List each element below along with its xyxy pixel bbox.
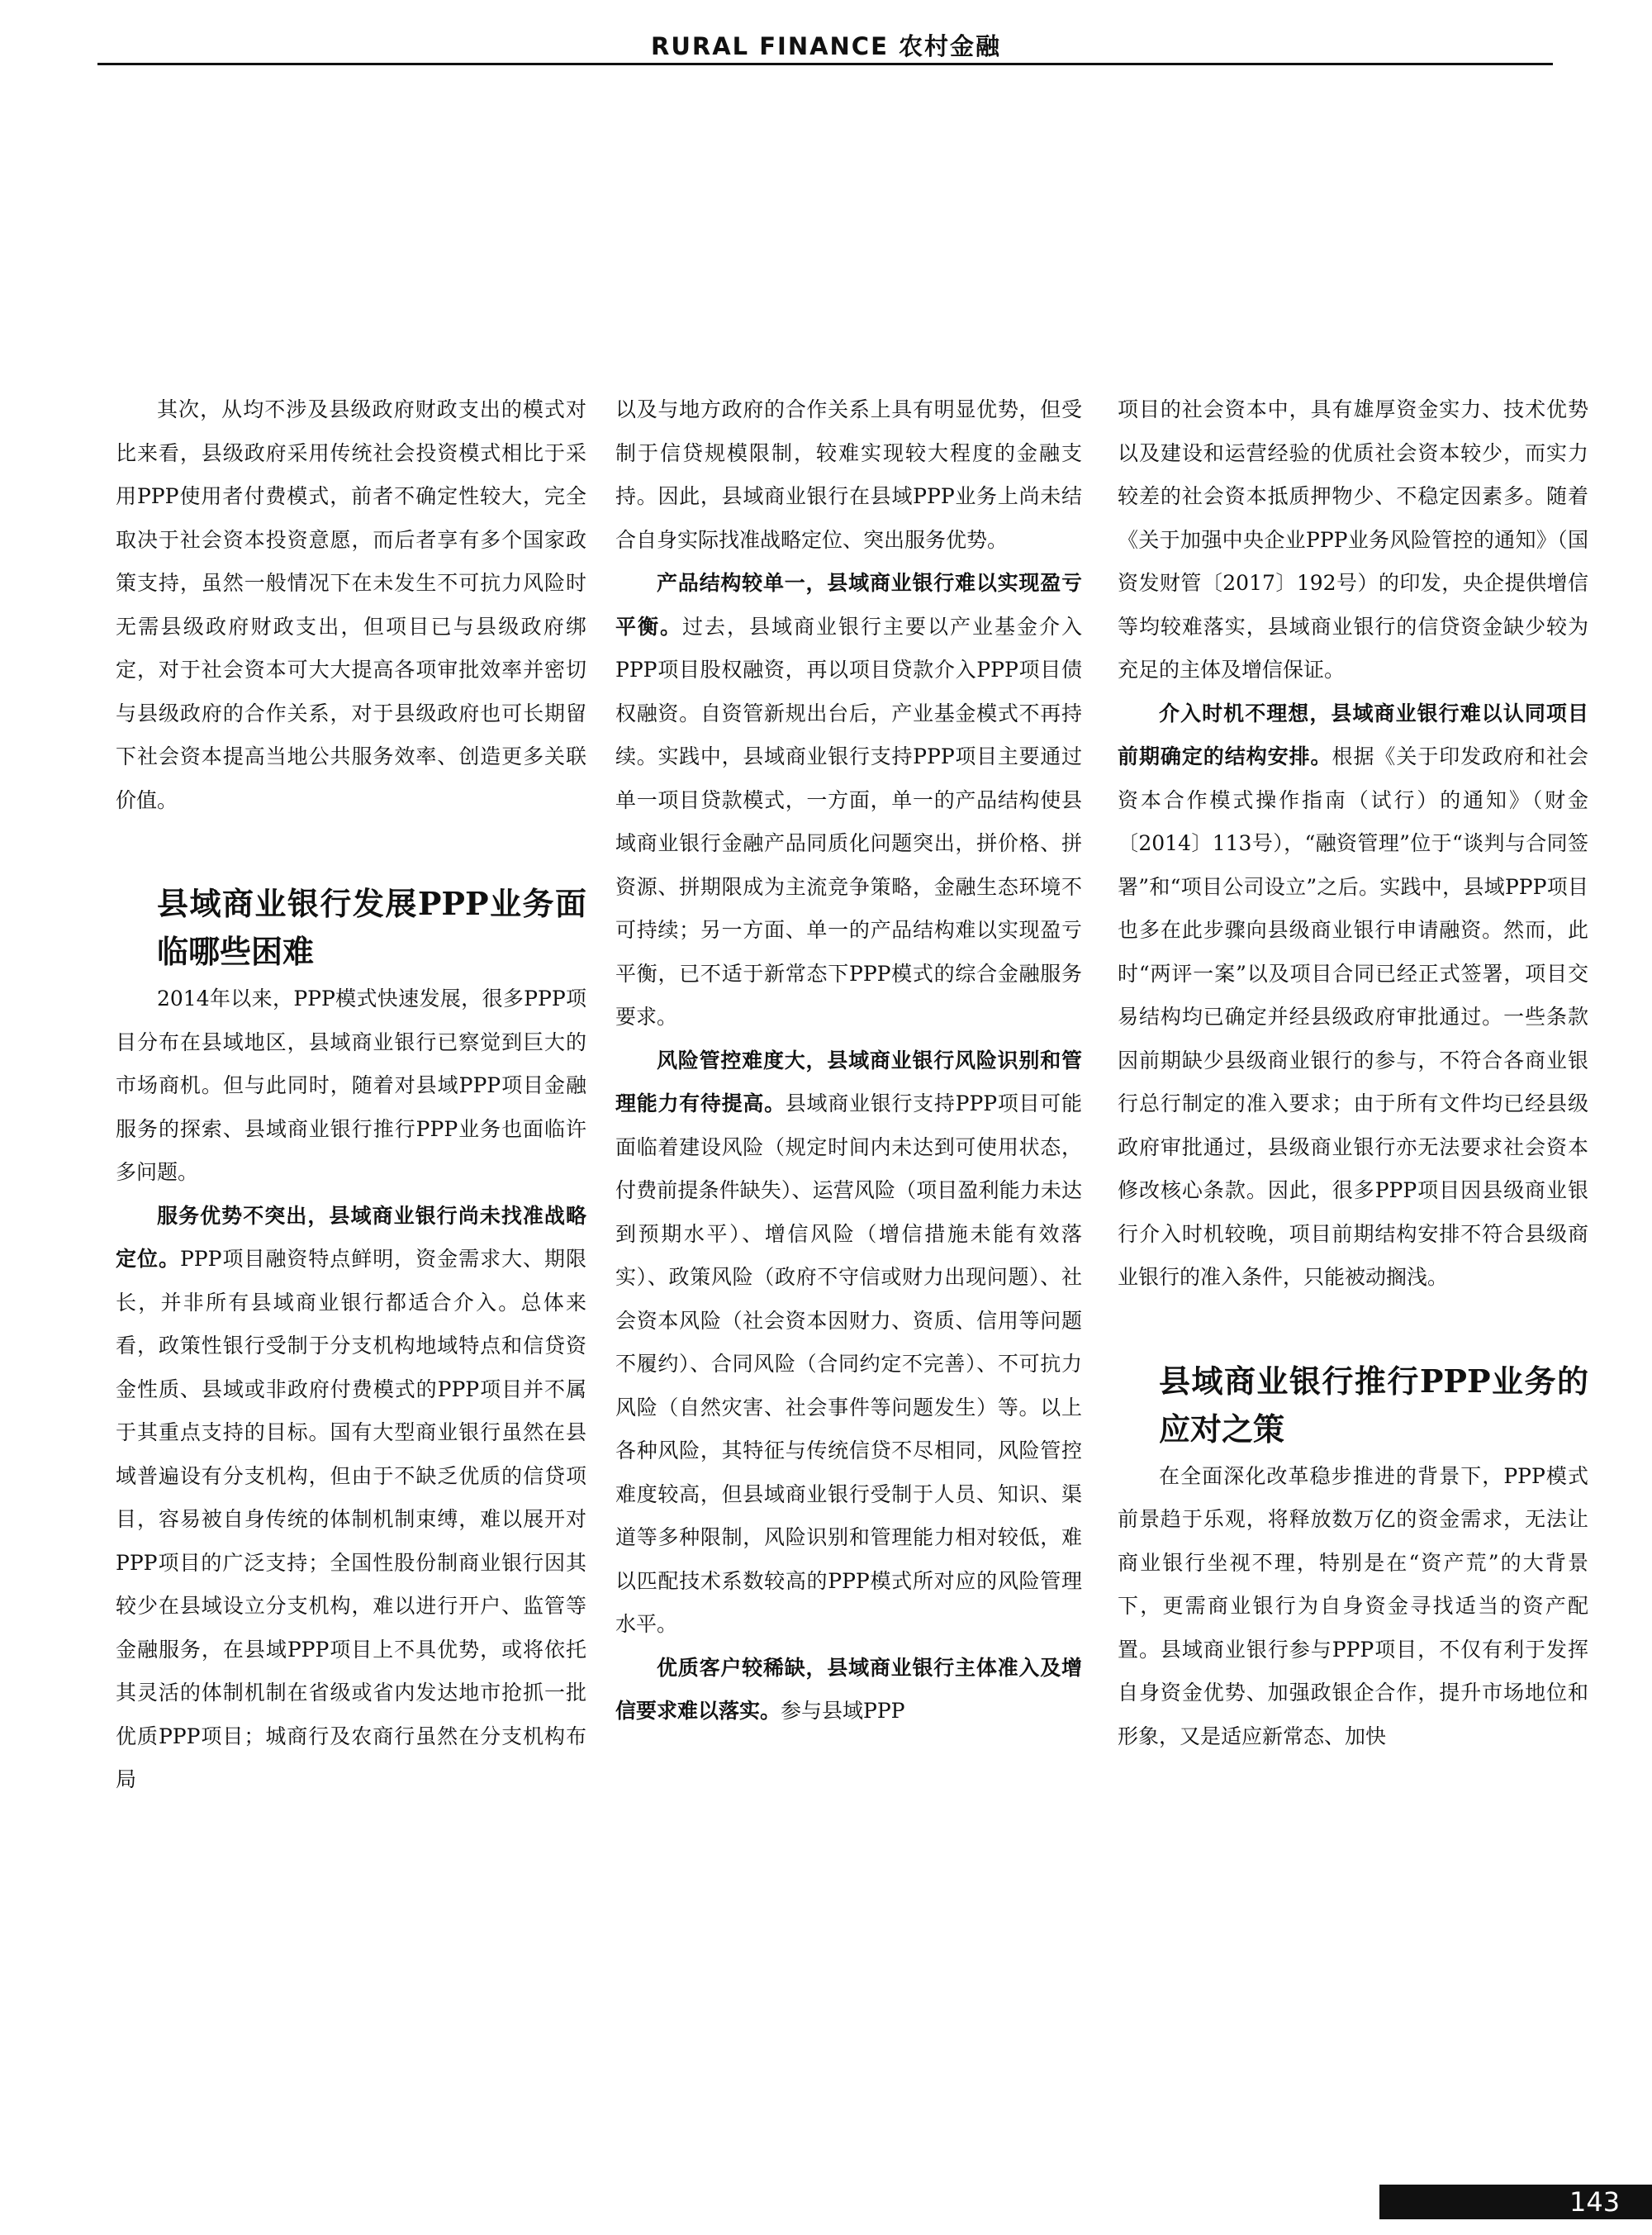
page-number: 143	[1569, 2186, 1621, 2218]
paragraph-body: 县域商业银行支持PPP项目可能面临着建设风险（规定时间内未达到可使用状态，付费前提条件缺失）、运营风险（项目盈利能力未达到预期水平）、增信风险（增信措施未能有效落实）、政策风险（政府不守信或财力出现问题）、社会资本风险（社会资本因财力、资质、信用等问题不履约）、合同风险（合同约定不完善）、不可抗力风险（自然灾害、社会事件等问题发生）等。以上各种风险，其特征与传统信贷不尽相同，风险管控难度较高，但县域商业银行受制于人员、知识、渠道等多种限制，风险识别和管理能力相对较低，难以匹配技术系数较高的PPP模式所对应的风险管理水平。	[615, 1091, 1082, 1636]
paragraph-lead: 优质客户较稀缺，县域商业银行主体准入及增信要求难以落实。	[615, 1655, 1082, 1723]
paragraph: 其次，从均不涉及县级政府财政支出的模式对比来看，县级政府采用传统社会投资模式相比于采用PPP使用者付费模式，前者不确定性较大，完全取决于社会资本投资意愿，而后者享有多个国家政策支持，虽然一般情况下在未发生不可抗力风险时无需县级政府财政支出，但项目已与县级政府绑定，对于社会资本可大大提高各项审批效率并密切与县级政府的合作关系，对于县级政府也可长期留下社会资本提高当地公共服务效率、创造更多关联价值。	[116, 397, 586, 812]
journal-title: RURAL FINANCE 农村金融	[650, 32, 1001, 60]
paragraph-lead: 介入时机不理想，县域商业银行难以认同项目前期确定的结构安排。	[1118, 701, 1588, 768]
text-column-3	[1118, 388, 1588, 2119]
paragraph-body: 参与县域PPP	[781, 1699, 905, 1723]
paragraph-lead: 风险管控难度大，县域商业银行风险识别和管理能力有待提高。	[615, 1048, 1082, 1115]
paragraph: 在全面深化改革稳步推进的背景下，PPP模式前景趋于乐观，将释放数万亿的资金需求，无法让商业银行坐视不理，特别是在“资产荒”的大背景下，更需商业银行为自身资金寻找适当的资产配置。县域商业银行参与PPP项目，不仅有利于发挥自身资金优势、加强政银企合作，提升市场地位和形象，又是适应新常态、加快	[1118, 1463, 1588, 1748]
paragraph: 2014年以来，PPP模式快速发展，很多PPP项目分布在县域地区，县域商业银行已察觉到巨大的市场商机。但与此同时，随着对县域PPP项目金融服务的探索、县域商业银行推行PPP业务也面临许多问题。	[116, 987, 586, 1184]
section-heading: 县域商业银行发展PPP业务面临哪些困难	[157, 885, 586, 970]
paragraph: 以及与地方政府的合作关系上具有明显优势，但受制于信贷规模限制，较难实现较大程度的金融支持。因此，县域商业银行在县域PPP业务上尚未结合自身实际找准战略定位、突出服务优势。	[615, 397, 1082, 552]
paragraph	[615, 562, 1082, 1039]
paragraph	[615, 1039, 1082, 1647]
text-column-2	[615, 388, 1082, 2119]
paragraph-body: 根据《关于印发政府和社会资本合作模式操作指南（试行）的通知》（财金〔2014〕113号），“融资管理”位于“谈判与合同签署”和“项目公司设立”之后。实践中，县域PPP项目也多在此步骤向县级商业银行申请融资。然而，此时“两评一案”以及项目合同已经正式签署，项目交易结构均已确定并经县级政府审批通过。一些条款因前期缺少县级商业银行的参与，不符合各商业银行总行制定的准入要求；由于所有文件均已经县级政府审批通过，县级商业银行亦无法要求社会资本修改核心条款。因此，很多PPP项目因县级商业银行介入时机较晚，项目前期结构安排不符合县级商业银行的准入条件，只能被动搁浅。	[1118, 744, 1588, 1289]
paragraph: 项目的社会资本中，具有雄厚资金实力、技术优势以及建设和运营经验的优质社会资本较少，而实力较差的社会资本抵质押物少、不稳定因素多。随着《关于加强中央企业PPP业务风险管控的通知》（国资发财管〔2017〕192号）的印发，央企提供增信等均较难落实，县域商业银行的信贷资金缺少较为充足的主体及增信保证。	[1118, 397, 1588, 682]
paragraph-lead: 产品结构较单一，县域商业银行难以实现盈亏平衡。	[615, 571, 1082, 639]
paragraph	[116, 1195, 586, 1802]
paragraph	[615, 1647, 1082, 1733]
section-heading: 县域商业银行推行PPP业务的应对之策	[1159, 1362, 1588, 1448]
running-header	[0, 0, 1652, 66]
text-column-1	[116, 388, 586, 2119]
header-rule	[97, 63, 1553, 65]
paragraph-lead: 服务优势不突出，县域商业银行尚未找准战略定位。	[116, 1203, 586, 1271]
paragraph-body: PPP项目融资特点鲜明，资金需求大、期限长，并非所有县域商业银行都适合介入。总体来看，政策性银行受制于分支机构地域特点和信贷资金性质、县域或非政府付费模式的PPP项目并不属于其重点支持的目标。国有大型商业银行虽然在县域普遍设有分支机构，但由于不缺乏优质的信贷项目，容易被自身传统的体制机制束缚，难以展开对PPP项目的广泛支持；全国性股份制商业银行因其较少在县域设立分支机构，难以进行开户、监管等金融服务，在县域PPP项目上不具优势，或将依托其灵活的体制机制在省级或省内发达地市抢抓一批优质PPP项目；城商行及农商行虽然在分支机构布局	[116, 1247, 586, 1791]
paragraph-body: 过去，县域商业银行主要以产业基金介入PPP项目股权融资，再以项目贷款介入PPP项目债权融资。自资管新规出台后，产业基金模式不再持续。实践中，县域商业银行支持PPP项目主要通过单一项目贷款模式，一方面，单一的产品结构使县域商业银行金融产品同质化问题突出，拼价格、拼资源、拼期限成为主流竞争策略，金融生态环境不可持续；另一方面、单一的产品结构难以实现盈亏平衡，已不适于新常态下PPP模式的综合金融服务要求。	[615, 614, 1082, 1029]
paragraph	[1118, 692, 1588, 1300]
